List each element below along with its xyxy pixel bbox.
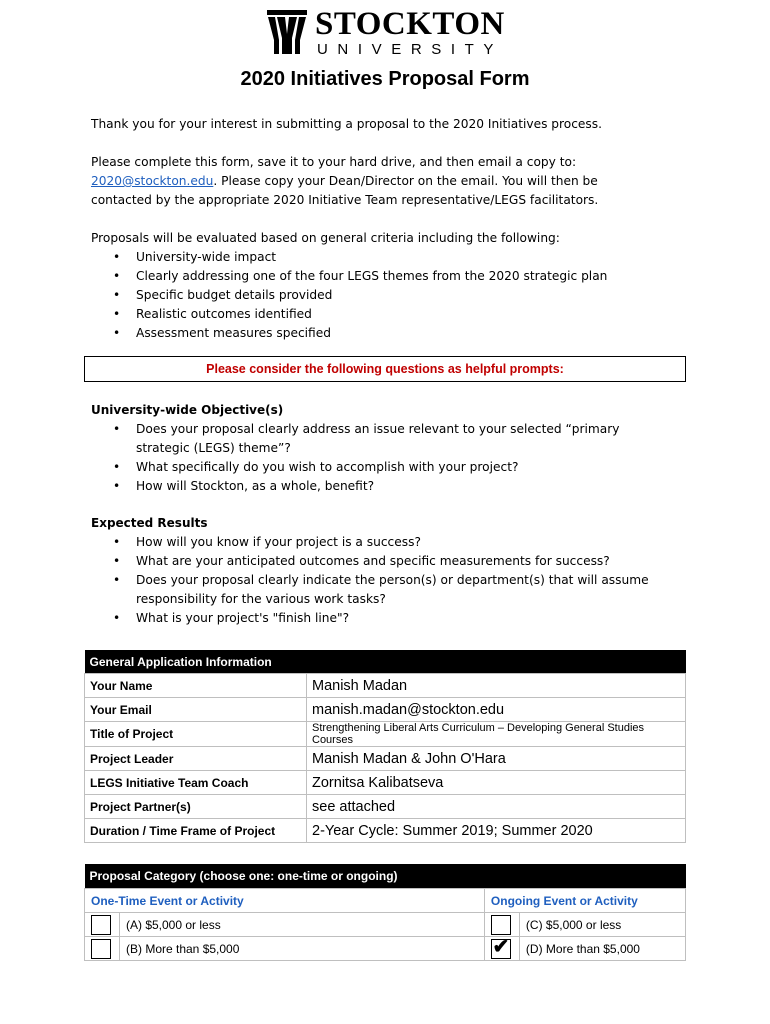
list-item: • How will you know if your project is a success? [136, 533, 651, 552]
objectives-section [91, 401, 651, 496]
general-info-table [84, 650, 686, 843]
option-a-cell [85, 913, 120, 937]
table-row [85, 937, 686, 961]
list-item: • Assessment measures specified [136, 324, 651, 343]
field-label: Duration / Time Frame of Project [85, 819, 307, 843]
field-label: Your Email [85, 698, 307, 722]
objectives-heading: University-wide Objective(s) [91, 403, 284, 417]
project-leader-field[interactable]: Manish Madan & John O'Hara [307, 747, 686, 771]
list-item: • University-wide impact [136, 248, 651, 267]
intro-text: Thank you for your interest in submitting a proposal to the 2020 Initiatives process. [91, 117, 602, 131]
list-item: • What is your project's "finish line"? [136, 609, 651, 628]
table-row [85, 698, 686, 722]
field-label: Project Partner(s) [85, 795, 307, 819]
table-row [85, 771, 686, 795]
option-c-cell [484, 913, 519, 937]
results-section [91, 514, 651, 628]
field-label: Your Name [85, 674, 307, 698]
list-item: • Realistic outcomes identified [136, 305, 651, 324]
objectives-list [91, 420, 651, 496]
option-b-cell [85, 937, 120, 961]
instructions-line1: Please complete this form, save it to your hard drive, and then email a copy to: [91, 155, 577, 169]
table-row [85, 819, 686, 843]
table-row [85, 913, 686, 937]
stockton-emblem-icon [265, 10, 309, 54]
name-field[interactable]: Manish Madan [307, 674, 686, 698]
field-label: Title of Project [85, 722, 307, 747]
stockton-logo [265, 8, 520, 58]
instructions-line2: . Please copy your Dean/Director on the email. You will then be contacted by the appropriate 2020 Initiative Team representative/LEGS facilitators. [91, 174, 599, 207]
list-item: • Does your proposal clearly address an issue relevant to your selected “primary strategic (LEGS) theme”? [136, 420, 651, 458]
list-item: • Clearly addressing one of the four LEGS themes from the 2020 strategic plan [136, 267, 651, 286]
table-row [85, 889, 686, 913]
list-item: • What specifically do you wish to accomplish with your project? [136, 458, 651, 477]
page-title: 2020 Initiatives Proposal Form [240, 68, 530, 90]
list-item: • What are your anticipated outcomes and specific measurements for success? [136, 552, 651, 571]
list-item: • Specific budget details provided [136, 286, 651, 305]
proposal-category-header: Proposal Category (choose one: one-time or ongoing) [85, 864, 686, 889]
general-info-header: General Application Information [85, 650, 686, 674]
option-c-label: (C) $5,000 or less [519, 913, 685, 937]
results-heading: Expected Results [91, 516, 208, 530]
project-partners-field[interactable]: see attached [307, 795, 686, 819]
team-coach-field[interactable]: Zornitsa Kalibatseva [307, 771, 686, 795]
project-title-field[interactable]: Strengthening Liberal Arts Curriculum – Developing General Studies Courses [307, 722, 686, 747]
option-d-checkbox[interactable]: ✔ [492, 935, 510, 958]
criteria-intro: Proposals will be evaluated based on general criteria including the following: [91, 231, 560, 245]
submission-email-link[interactable]: 2020@stockton.edu [91, 174, 214, 188]
option-b-checkbox[interactable] [91, 939, 111, 959]
option-d-label: (D) More than $5,000 [519, 937, 685, 961]
one-time-heading: One-Time Event or Activity [85, 889, 485, 913]
list-item: • How will Stockton, as a whole, benefit? [136, 477, 651, 496]
option-a-checkbox[interactable] [91, 915, 111, 935]
field-label: Project Leader [85, 747, 307, 771]
intro-section [91, 115, 651, 343]
ongoing-heading: Ongoing Event or Activity [484, 889, 685, 913]
instructions-text [91, 153, 651, 210]
logo-subtitle: UNIVERSITY [317, 41, 504, 58]
option-b-label: (B) More than $5,000 [120, 937, 485, 961]
logo-wordmark: STOCKTON [315, 6, 505, 42]
results-list [91, 533, 651, 628]
option-a-label: (A) $5,000 or less [120, 913, 485, 937]
option-c-checkbox[interactable] [491, 915, 511, 935]
prompt-box: Please consider the following questions as helpful prompts: [84, 356, 686, 382]
option-d-cell [484, 937, 519, 961]
table-row [85, 747, 686, 771]
table-row [85, 722, 686, 747]
list-item: • Does your proposal clearly indicate the person(s) or department(s) that will assume responsibility for the various work tasks? [136, 571, 651, 609]
table-row [85, 795, 686, 819]
duration-field[interactable]: 2-Year Cycle: Summer 2019; Summer 2020 [307, 819, 686, 843]
criteria-list [91, 248, 651, 343]
field-label: LEGS Initiative Team Coach [85, 771, 307, 795]
email-field[interactable]: manish.madan@stockton.edu [307, 698, 686, 722]
proposal-category-table [84, 864, 686, 961]
table-row [85, 674, 686, 698]
